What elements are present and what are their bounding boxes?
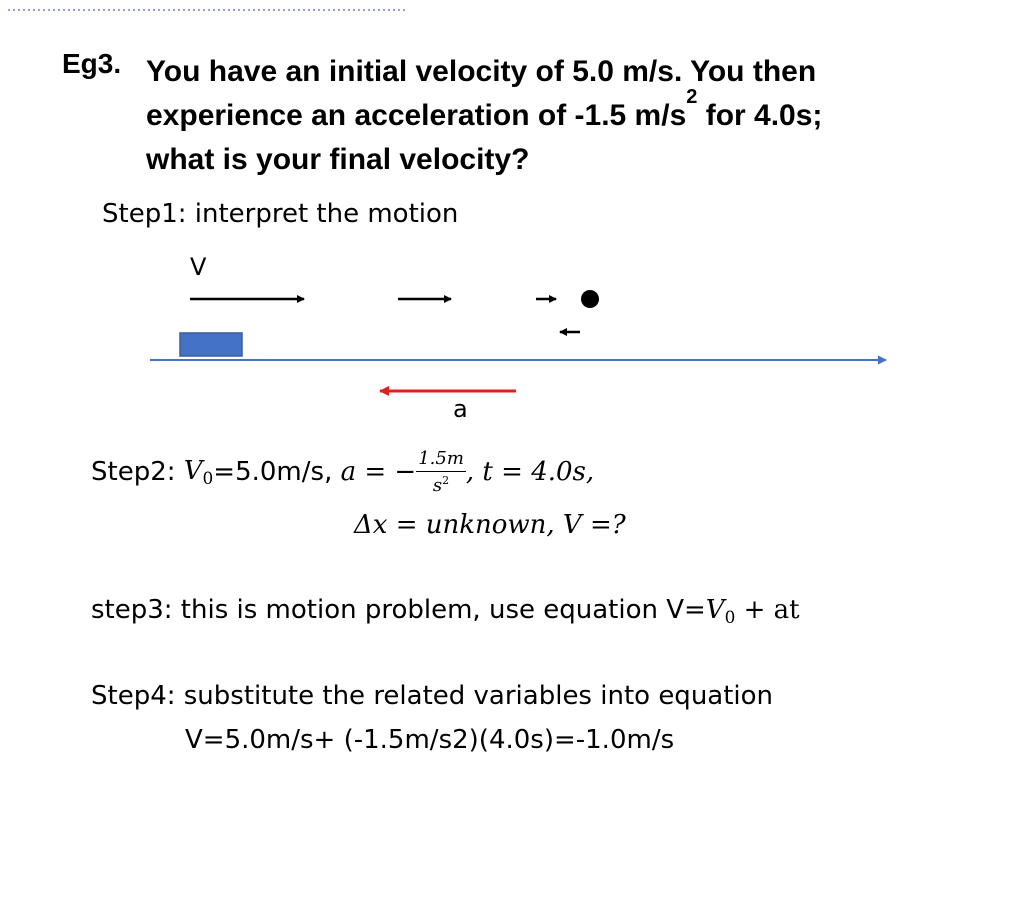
question-line-3: what is your final velocity?: [146, 143, 530, 176]
acceleration-label: a: [453, 395, 468, 423]
a-numerator: 1.5m: [416, 448, 466, 472]
step1-text: Step1: interpret the motion: [102, 199, 459, 229]
moving-block: [180, 333, 242, 356]
step4-line-1: Step4: substitute the related variables into equation: [91, 681, 774, 711]
question-line-2-a: experience an acceleration of -1.5 m/s: [146, 99, 687, 132]
step4-line-2: V=5.0m/s+ (-1.5m/s2)(4.0s)=-1.0m/s: [185, 725, 675, 755]
question-exponent: 2: [686, 86, 698, 108]
stop-point: [581, 290, 599, 308]
step3-tail: + at: [735, 595, 800, 625]
step2-line-1: [91, 448, 594, 496]
step3-text: step3: this is motion problem, use equation V=: [91, 595, 706, 625]
step2-line-2: Δx = unknown, V =?: [354, 510, 626, 540]
v0-symbol: $V_0$: [183, 455, 214, 489]
v0-value: =5.0m/s,: [213, 457, 341, 487]
step3-v0: $V_0$: [705, 595, 736, 628]
example-label: Eg3.: [62, 48, 122, 79]
a-symbol: a = −: [340, 457, 417, 487]
t-part: , t = 4.0s,: [465, 457, 595, 487]
step2-prefix: Step2:: [91, 457, 184, 487]
step3-line: [91, 595, 800, 627]
question-line-2-b: for 4.0s;: [697, 99, 823, 132]
question-line-1: You have an initial velocity of 5.0 m/s. You then: [146, 55, 817, 88]
acceleration-fraction: [416, 448, 466, 496]
velocity-label: V: [190, 253, 207, 281]
a-denominator: $s^2$: [432, 474, 450, 496]
